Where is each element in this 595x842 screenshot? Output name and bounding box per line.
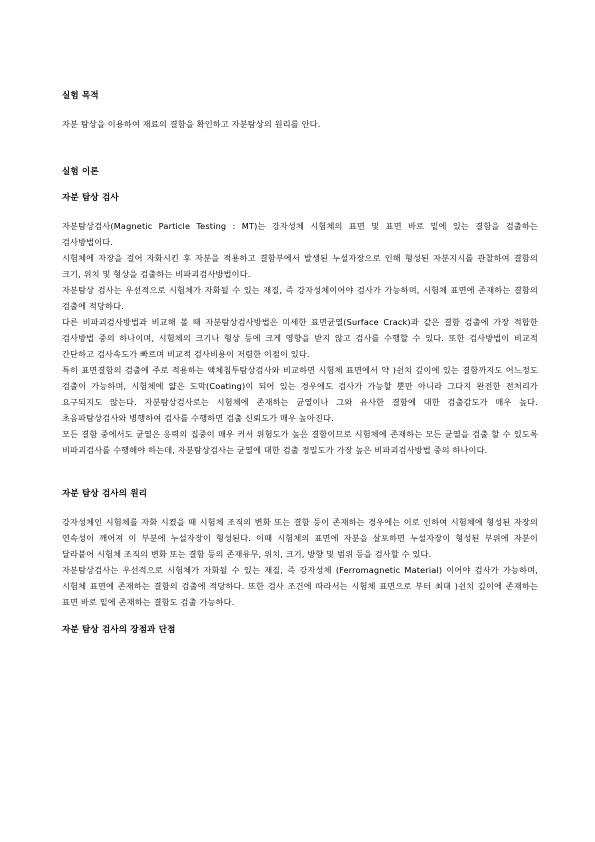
mt-paragraph: 특히 표면결함의 검출에 주로 적용하는 액체침투탐상검사와 비교하면 시험체 표면에서 약 )쉰치 깊이에 있는 결함까지도 어느정도 검출이 가능하며, 시험체에 얇은 도막(Coating)이 되어 있는 경우에도 검사가 가능할 뿐만 아니라 그다지 완전한 전처리가 요구되지도 않는다. 자분탐상검사로는 시험체에 존재하는 균열이나 그와 유사한 결함에 대한 검출감도가 매우 높다. 초음파탐상검사와 병행하여 검사를 수행하면 검출 신뢰도가 매우 높아진다. bbox=[62, 365, 538, 423]
spacer bbox=[62, 500, 538, 514]
purpose-heading: 실험 목적 bbox=[62, 91, 99, 101]
mt-paragraph: 시험체에 자장을 걸어 자화시킨 후 자분을 적용하고 결함부에서 발생된 누설자장으로 인해 형성된 자분지시를 관찰하여 결함의 크기, 위치 및 형상을 검출하는 비파괴검사방법이다. bbox=[62, 253, 538, 279]
mt-heading: 자분 탐상 검사 bbox=[62, 193, 119, 203]
spacer bbox=[62, 102, 538, 116]
principle-paragraph: 강자성체인 시험체를 자화 시켰을 때 시험체 조직의 변화 또는 결함 등이 존재하는 경우에는 이로 인하여 시험체에 형성된 자장의 연속성이 깨어져 이 부분에 누설자장이 형성된다. 이때 시험체의 표면에 자분을 살포하면 누설자장이 형성된 부위에 자분이 달라붙어 시험체 조직의 변화 또는 결함 등의 존재유무, 위치, 크기, 방향 및 범위 등을 검사할 수 있다. bbox=[62, 517, 538, 559]
principle-heading: 자분 탐상 검사의 원리 bbox=[62, 489, 148, 499]
purpose-text: 자분 탐상을 이용하여 재료의 결함을 확인하고 자분탐상의 원리를 안다. bbox=[62, 119, 321, 129]
pros-cons-heading: 자분 탐상 검사의 장점과 단점 bbox=[62, 625, 176, 635]
mt-body bbox=[62, 218, 538, 458]
spacer bbox=[62, 178, 538, 192]
spacer bbox=[62, 204, 538, 218]
mt-paragraph: 자분탐상검사(Magnetic Particle Testing : MT)는 강자성체 시험체의 표면 및 표면 바로 밑에 있는 결함을 검출하는 검사방법이다. bbox=[62, 221, 538, 247]
spacer bbox=[62, 132, 538, 166]
principle-paragraph: 자분탐상검사는 우선적으로 시험체가 자화될 수 있는 재질, 즉 강자성체 (Ferromagnetic Material) 이어야 검사가 가능하며, 시험체 표면에 존재하는 결함의 검출에 적당하다. 또한 검사 조건에 따라서는 시험체 표면으로 부터 최대 )쉰치 깊이에 존재하는 표면 바로 밑에 존재하는 결함도 검출 가능하다. bbox=[62, 565, 538, 607]
mt-paragraph: 모든 결함 중에서도 균열은 응력의 집중이 매우 커서 위험도가 높은 결함이므로 시험체에 존재하는 모든 균열을 검출 할 수 있도록 비파괴검사를 수행해야 하는데, 자분탐상검사는 균열에 대한 검출 정밀도가 가장 높은 비파괴검사방법 중의 하나이다. bbox=[62, 429, 538, 455]
mt-paragraph: 다른 비파괴검사방법과 비교해 볼 때 자분탐상검사방법은 미세한 표면균열(Surface Crack)과 같은 결함 검출에 가장 적합한 검사방법 중의 하나이며, 시험체의 크기나 형상 등에 크게 영향을 받지 않고 검사를 수행할 수 있다. 또한 검사방법이 비교적 간단하고 검사속도가 빠르며 비교적 검사비용이 저렴한 이점이 있다. bbox=[62, 317, 538, 359]
spacer bbox=[62, 458, 538, 488]
document-page bbox=[62, 90, 538, 636]
spacer bbox=[62, 610, 538, 624]
theory-heading: 실험 이론 bbox=[62, 167, 99, 177]
mt-paragraph: 자분탐상 검사는 우선적으로 시험체가 자화될 수 있는 재질, 즉 강자성체이어야 검사가 가능하며, 시험체 표면에 존재하는 결함의 검출에 적당하다. bbox=[62, 285, 538, 311]
principle-body bbox=[62, 514, 538, 610]
